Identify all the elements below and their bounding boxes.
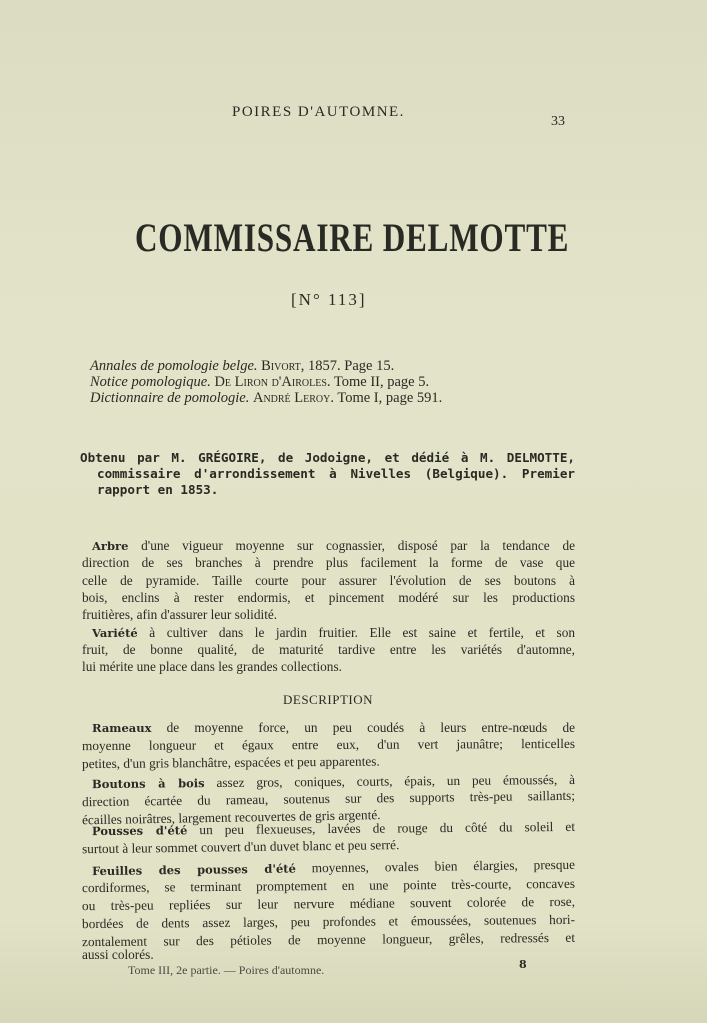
- rameaux-line: [92, 719, 575, 736]
- line-text: celle de pyramide. Taille courte pour assurer l'évolution de ses boutons à: [82, 573, 575, 588]
- line-text: assez gros, coniques, courts, épais, un peu émoussés, à: [204, 771, 576, 791]
- reference-3: [90, 390, 442, 407]
- pousses-lead: Pousses d'été: [91, 823, 188, 839]
- line-text: direction écartée du rameau, soutenus sur des supports très-peu saillants;: [81, 787, 576, 810]
- page-footer: Tome III, 2e partie. — Poires d'automne.: [128, 963, 325, 977]
- line-text: un peu flexueuses, lavées de rouge du côté du soleil et: [187, 818, 576, 838]
- variety-number: [N° 113]: [291, 290, 367, 309]
- description-heading: DESCRIPTION: [283, 692, 374, 707]
- line-text: de moyenne force, un peu coudés à leurs entre-nœuds de: [151, 720, 575, 735]
- line-text: moyennes, ovales bien élargies, presque: [295, 856, 576, 876]
- reference-author: André Leroy.: [252, 390, 334, 406]
- arbre-line: [82, 606, 575, 623]
- line-text: petites, d'un gris blanchâtre, espacées et peu apparentes.: [81, 753, 380, 772]
- feuilles-lead: Feuilles des pousses d'été: [91, 861, 296, 879]
- rameaux-lead: Rameaux: [92, 721, 152, 735]
- line-text: fruit, de bonne qualité, de maturité tardive entre les variétés d'automne,: [82, 642, 575, 657]
- arbre-line: [82, 554, 575, 571]
- running-title: POIRES D'AUTOMNE.: [232, 104, 405, 120]
- reference-work: Notice pomologique.: [90, 374, 211, 390]
- line-text: moyenne longueur et égaux entre eux, d'un vert jaunâtre; lenticelles: [81, 735, 576, 754]
- variete-line: [92, 624, 575, 641]
- arbre-line: [82, 572, 575, 589]
- reference-detail: Tome I, page 591.: [337, 390, 443, 406]
- origin-line: commissaire d'arrondissement à Nivelles (Belgique). Premier: [97, 466, 575, 481]
- signature-mark: 8: [519, 958, 527, 971]
- arbre-line: [82, 589, 575, 606]
- variete-lead: Variété: [92, 626, 138, 640]
- line-text: d'une vigueur moyenne sur cognassier, disposé par la tendance de: [128, 538, 575, 553]
- line-text: zontalement sur des pétioles de moyenne longueur, grêles, redressés et: [81, 929, 576, 950]
- arbre-line: [92, 537, 575, 554]
- line-text: direction de ses branches à prendre plus facilement la forme de vase que: [82, 555, 575, 570]
- line-text: cordiformes, se terminant promptement en une pointe très-courte, concaves: [81, 875, 576, 896]
- reference-work: Dictionnaire de pomologie.: [90, 390, 250, 406]
- line-text: fruitières, afin d'assurer leur solidité.: [82, 607, 278, 622]
- variete-line: [82, 658, 575, 675]
- line-text: lui mérite une place dans les grandes collections.: [82, 659, 342, 674]
- arbre-lead: Arbre: [92, 539, 129, 553]
- line-text: bordées de dents assez larges, peu profondes et émoussées, soutenues hori-: [81, 911, 576, 932]
- reference-detail: 1857. Page 15.: [308, 358, 395, 374]
- line-text: ou très-peu repliées sur leur nervure médiane souvent colorée de rose,: [81, 893, 576, 914]
- line-text: à cultiver dans le jardin fruitier. Elle est saine et fertile, et son: [137, 625, 575, 640]
- reference-author: Bivort,: [261, 358, 305, 374]
- line-text: surtout à leur sommet couvert d'un duvet blanc et peu serré.: [81, 837, 400, 857]
- origin-line: Obtenu par M. GRÉGOIRE, de Jodoigne, et dédié à M. DELMOTTE,: [80, 450, 575, 465]
- reference-work: Annales de pomologie belge.: [90, 358, 258, 374]
- line-text: aussi colorés.: [82, 947, 154, 962]
- line-text: bois, enclins à rester endormis, et pincement modéré sur les productions: [82, 590, 575, 605]
- feuilles-line: [82, 946, 575, 963]
- line-text: écailles noirâtres, largement recouvertes de gris argenté.: [81, 807, 381, 828]
- rameaux-line: [82, 751, 575, 772]
- reference-1: [90, 358, 394, 375]
- page-number: 33: [551, 114, 565, 129]
- origin-line: rapport en 1853.: [97, 482, 219, 497]
- boutons-lead: Boutons à bois: [91, 776, 205, 792]
- page-title: COMMISSAIRE DELMOTTE: [135, 215, 570, 260]
- reference-detail: Tome II, page 5.: [333, 374, 430, 390]
- reference-2: [90, 374, 429, 391]
- reference-author: De Liron d'Airoles.: [214, 374, 331, 390]
- variete-line: [82, 641, 575, 658]
